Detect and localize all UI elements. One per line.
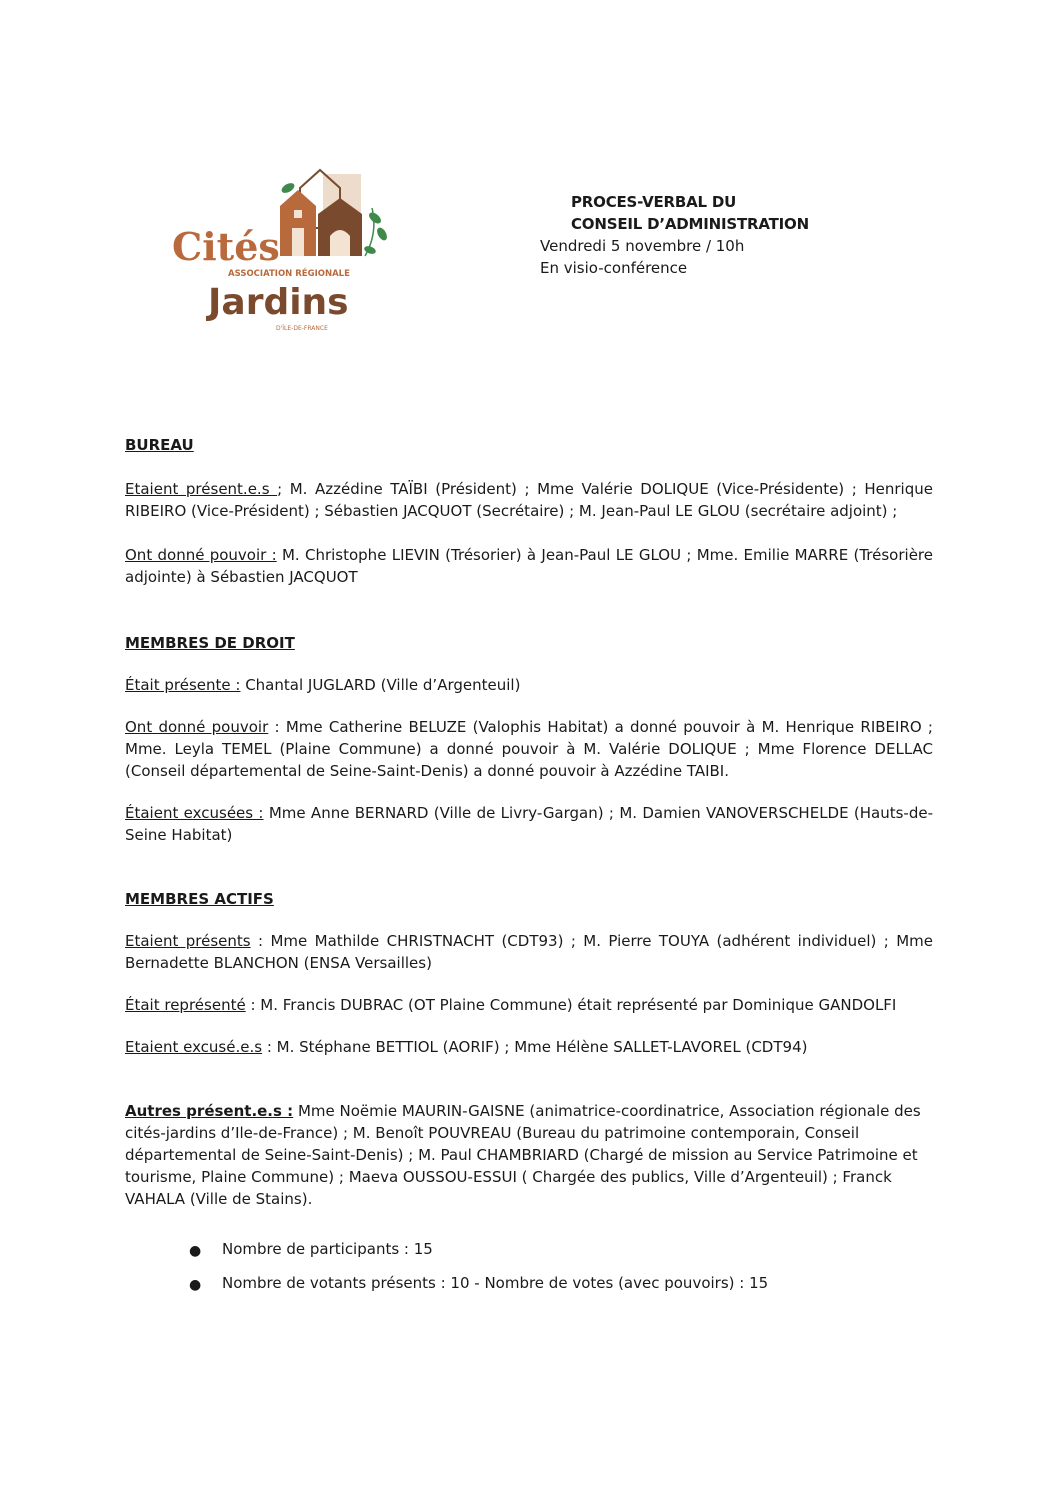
actifs-excuse-text: : M. Stéphane BETTIOL (AORIF) ; Mme Hélène SALLET-LAVOREL (CDT94) (262, 1038, 808, 1056)
section-title-bureau: BUREAU (125, 436, 194, 454)
bullet-icon: ● (189, 1243, 202, 1259)
droit-present-text: Chantal JUGLARD (Ville d’Argenteuil) (240, 676, 521, 694)
bureau-pouvoir-label: Ont donné pouvoir : (125, 546, 277, 564)
list-item: ● Nombre de votants présents : 10 - Nombre de votes (avec pouvoirs) : 15 (189, 1272, 768, 1294)
autres-text: Mme Noëmie MAURIN-GAISNE (animatrice-coordinatrice, Association régionale des cités-jardins d’Ile-de-France) ; M. Benoît POUVREAU (Bureau du patrimoine contemporain, Conseil départemental de Seine-Saint-Denis) ; M. Paul CHAMBRIARD (Chargé de mission au Service Patrimoine et tourisme, Plaine Commune) ; Maeva OUSSOU-ESSUI ( Chargée des publics, Ville d’Argenteuil) ; Franck VAHALA (Ville de Stains). (125, 1102, 921, 1208)
actifs-excuse (125, 1036, 933, 1058)
cites-jardins-logo (160, 158, 400, 348)
section-title-actifs: MEMBRES ACTIFS (125, 890, 274, 908)
droit-pouvoir-text: : Mme Catherine BELUZE (Valophis Habitat) a donné pouvoir à M. Henrique RIBEIRO ; Mme. Leyla TEMEL (Plaine Commune) a donné pouvoir à M. Valérie DOLIQUE ; Mme Florence DELLAC (Conseil départemental de Seine-Saint-Denis) a donné pouvoir à Azzédine TAIBI. (125, 718, 933, 780)
logo-jardins: Jardins (208, 282, 349, 323)
droit-present (125, 674, 933, 696)
actifs-represente (125, 994, 933, 1016)
bureau-present-label: Etaient présent.e.s (125, 480, 278, 498)
actifs-represente-text: : M. Francis DUBRAC (OT Plaine Commune) était représenté par Dominique GANDOLFI (245, 996, 897, 1014)
section-title-droit: MEMBRES DE DROIT (125, 634, 295, 652)
summary-list (189, 1238, 768, 1294)
title-line-2: CONSEIL D’ADMINISTRATION (571, 215, 809, 233)
droit-excuse-label: Étaient excusées : (125, 804, 264, 822)
droit-pouvoir (125, 716, 933, 782)
bureau-present-text: ; M. Azzédine TAÏBI (Président) ; Mme Valérie DOLIQUE (Vice-Présidente) ; Henrique RIBEIRO (Vice-Président) ; Sébastien JACQUOT (Secrétaire) ; M. Jean-Paul LE GLOU (secrétaire adjoint) ; (125, 480, 933, 520)
logo-association: ASSOCIATION RÉGIONALE (228, 269, 350, 279)
document-body (125, 434, 933, 1210)
droit-excuse-text: Mme Anne BERNARD (Ville de Livry-Gargan) ; M. Damien VANOVERSCHELDE (Hauts-de-Seine Habitat) (125, 804, 934, 844)
actifs-present (125, 930, 933, 974)
document-header (540, 191, 809, 279)
actifs-present-label: Etaient présents (125, 932, 251, 950)
actifs-present-text: : Mme Mathilde CHRISTNACHT (CDT93) ; M. Pierre TOUYA (adhérent individuel) ; Mme Bernadette BLANCHON (ENSA Versailles) (125, 932, 933, 972)
droit-present-label: Était présente : (125, 676, 241, 694)
droit-excuse (125, 802, 933, 846)
actifs-represente-label: Était représenté (125, 996, 246, 1014)
bureau-pouvoir (125, 544, 933, 588)
bureau-present (125, 478, 933, 522)
logo-idf: D'ÎLE-DE-FRANCE (276, 325, 328, 332)
list-item: ● Nombre de participants : 15 (189, 1238, 768, 1260)
droit-pouvoir-label: Ont donné pouvoir (125, 718, 269, 736)
meeting-location: En visio-conférence (540, 259, 688, 277)
logo-cites: Cités (172, 224, 280, 269)
autres-label: Autres présent.e.s : (125, 1102, 294, 1120)
meeting-date: Vendredi 5 novembre / 10h (540, 237, 745, 255)
title-line-1: PROCES-VERBAL DU (571, 193, 737, 211)
actifs-excuse-label: Etaient excusé.e.s (125, 1038, 263, 1056)
bureau-pouvoir-text: M. Christophe LIEVIN (Trésorier) à Jean-Paul LE GLOU ; Mme. Emilie MARRE (Trésorière adjointe) à Sébastien JACQUOT (125, 546, 933, 586)
autres-presents (125, 1100, 933, 1210)
bullet-icon: ● (189, 1277, 202, 1293)
